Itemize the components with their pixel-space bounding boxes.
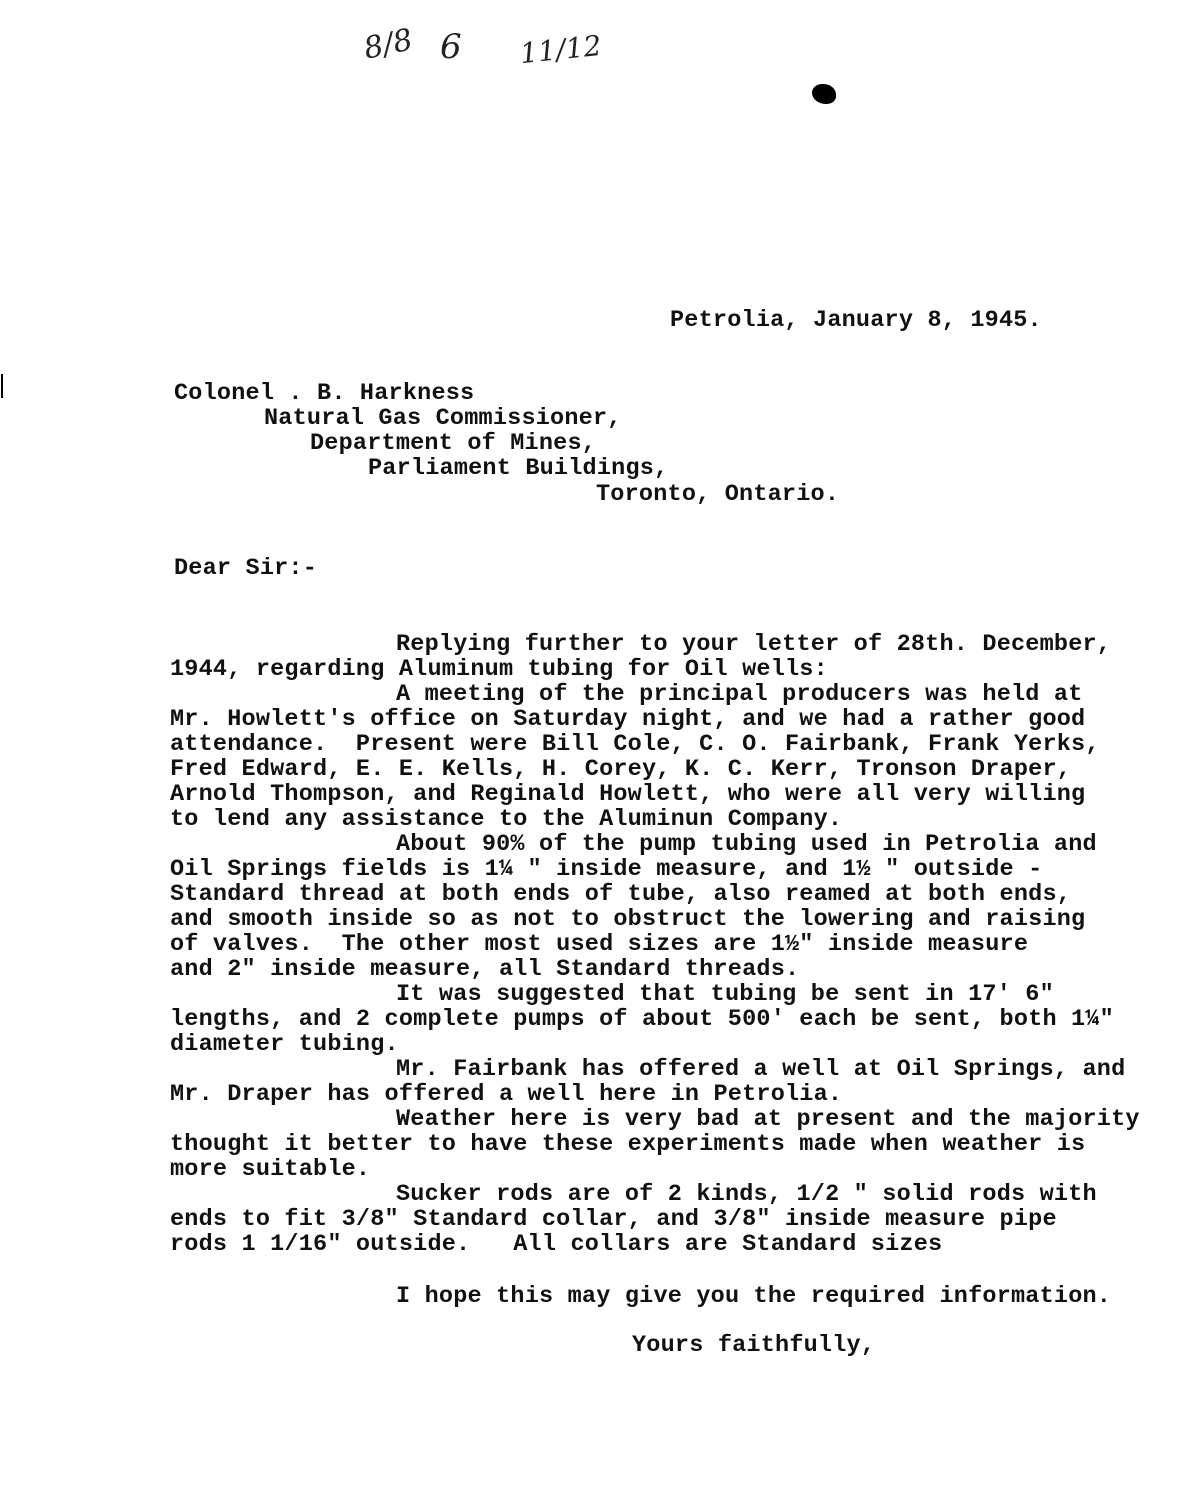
body-line: It was suggested that tubing be sent in 17' 6" [396,981,1054,1008]
body-line: thought it better to have these experiments made when weather is [170,1131,1086,1158]
ink-blot [812,84,836,104]
body-line: to lend any assistance to the Aluminun Company. [170,806,843,833]
body-line: About 90% of the pump tubing used in Petrolia and [396,831,1097,858]
body-line: Mr. Fairbank has offered a well at Oil Springs, and [396,1056,1126,1083]
body-line: Arnold Thompson, and Reginald Howlett, who were all very willing [170,781,1086,808]
body-line: and 2" inside measure, all Standard threads. [170,956,800,983]
body-line: Standard thread at both ends of tube, also reamed at both ends, [170,881,1072,908]
handwritten-mark: 8/8 [360,22,416,67]
recipient-name: Colonel . B. Harkness [174,380,475,407]
body-line: Replying further to your letter of 28th. December, [396,631,1112,658]
body-line: A meeting of the principal producers was held at [396,681,1083,708]
recipient-department: Department of Mines, [310,430,597,457]
body-line: Weather here is very bad at present and the majority [396,1106,1140,1133]
body-line: Mr. Howlett's office on Saturday night, and we had a rather good [170,706,1086,733]
closing-sentence: I hope this may give you the required information. [396,1283,1112,1310]
recipient-building: Parliament Buildings, [368,455,669,482]
body-line: Oil Springs fields is 1¼ " inside measure, and 1½ " outside - [170,856,1043,883]
body-line: of valves. The other most used sizes are 1½" inside measure [170,931,1029,958]
handwritten-mark: 6 [440,27,462,67]
body-line: lengths, and 2 complete pumps of about 500' each be sent, both 1¼" [170,1006,1114,1033]
date-line: Petrolia, January 8, 1945. [670,307,1042,334]
body-line: 1944, regarding Aluminum tubing for Oil wells: [170,656,828,683]
body-line: attendance. Present were Bill Cole, C. O. Fairbank, Frank Yerks, [170,731,1100,758]
body-line: ends to fit 3/8" Standard collar, and 3/8" inside measure pipe [170,1206,1057,1233]
body-line: diameter tubing. [170,1031,399,1058]
edge-mark [1,374,3,398]
body-line: Mr. Draper has offered a well here in Petrolia. [170,1081,843,1108]
salutation: Dear Sir:- [174,555,318,582]
body-line: rods 1 1/16" outside. All collars are Standard sizes [170,1231,943,1258]
closing: Yours faithfully, [632,1332,876,1359]
body-line: more suitable. [170,1156,371,1183]
recipient-title: Natural Gas Commissioner, [264,405,622,432]
body-line: Sucker rods are of 2 kinds, 1/2 " solid rods with [396,1181,1097,1208]
handwritten-mark: 11/12 [518,28,604,71]
recipient-city: Toronto, Ontario. [596,481,840,508]
body-line: Fred Edward, E. E. Kells, H. Corey, K. C. Kerr, Tronson Draper, [170,756,1072,783]
body-line: and smooth inside so as not to obstruct the lowering and raising [170,906,1086,933]
